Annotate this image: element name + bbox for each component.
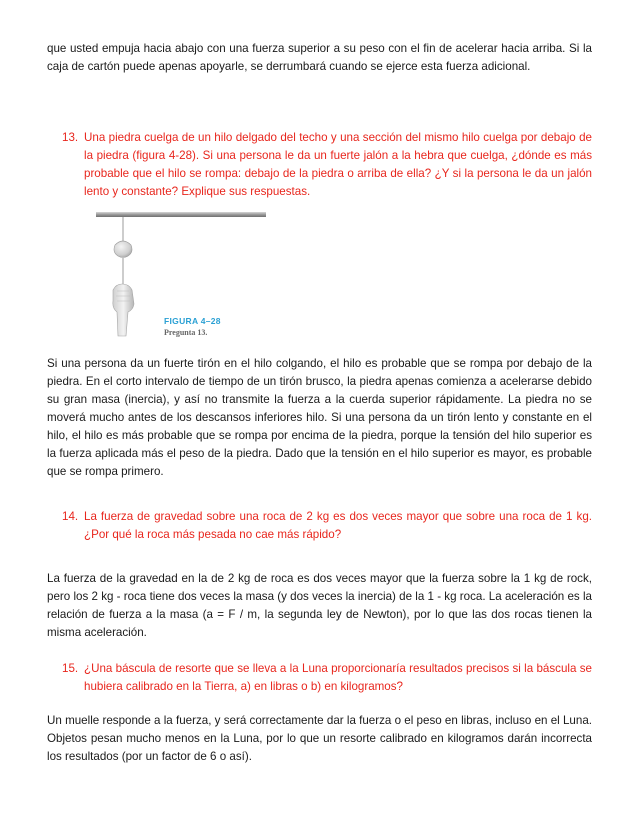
ceiling-bar bbox=[96, 212, 266, 217]
question-15-number: 15. bbox=[62, 662, 79, 675]
question-15-text: ¿Una báscula de resorte que se lleva a la Luna proporcionaría resultados precisos si la báscula se hubiera calibrado en la Tierra, a) en libras o b) en kilogramos? bbox=[84, 662, 592, 693]
figure-label bbox=[164, 316, 221, 338]
answer-13-paragraph: Si una persona da un fuerte tirón en el hilo colgando, el hilo es probable que se rompa por debajo de la piedra. En el corto intervalo de tiempo de un tirón brusco, la piedra apenas comienza a acelerarse debido su gran masa (inercia), y así no transmite la fuerza a la cuerda superior rápidamente. La piedra no se moverá mucho antes de los descansos inferiores hilo. Si una persona da un tirón lento y constante en el hilo, el hilo es más probable que se rompa por encima de la piedra, porque la tensión del hilo superior es la fuerza aplicada más el peso de la piedra. Dado que la tensión en el hilo superior es mayor, es probable que se rompa primero. bbox=[47, 357, 592, 478]
figure-caption: Pregunta 13. bbox=[164, 328, 208, 337]
question-14-number: 14. bbox=[62, 510, 79, 523]
hand bbox=[113, 284, 134, 336]
figure-title: FIGURA 4–28 bbox=[164, 316, 221, 326]
intro-paragraph: que usted empuja hacia abajo con una fuerza superior a su peso con el fin de acelerar hacia arriba. Si la caja de cartón puede apenas apoyarle, se derrumbará cuando se ejerce esta fuerza adicional. bbox=[47, 42, 592, 73]
question-14 bbox=[62, 508, 592, 544]
question-15 bbox=[62, 660, 592, 696]
answer-15-paragraph: Un muelle responde a la fuerza, y será correctamente dar la fuerza o el peso en libras, incluso en el Luna. Objetos pesan mucho menos en la Luna, por lo que un resorte calibrado en kilogramos darán incorrecta los resultados (por un factor de 6 o así). bbox=[47, 714, 592, 763]
stone bbox=[114, 241, 132, 258]
question-14-text: La fuerza de gravedad sobre una roca de 2 kg es dos veces mayor que sobre una roca de 1 kg. ¿Por qué la roca más pesada no cae más rápido? bbox=[84, 510, 592, 541]
question-13-number: 13. bbox=[62, 131, 79, 144]
question-13-text: Una piedra cuelga de un hilo delgado del techo y una sección del mismo hilo cuelga por debajo de la piedra (figura 4-28). Si una persona le da un fuerte jalón a la hebra que cuelga, ¿dónde es más probable que el hilo se rompa: debajo de la piedra o arriba de ella? ¿Y si la persona le da un jalón lento y constante? Explique sus respuestas. bbox=[84, 131, 592, 198]
answer-14-paragraph: La fuerza de la gravedad en la de 2 kg de roca es dos veces mayor que la fuerza sobre la 1 kg de rock, pero los 2 kg - roca tiene dos veces la masa (y dos veces la inercia) de la 1 - kg roca. La aceleración es la relación de fuerza a la masa (a = F / m, la segunda ley de Newton), por lo que las dos rocas tienen la misma aceleración. bbox=[47, 572, 592, 639]
question-13 bbox=[62, 129, 592, 201]
